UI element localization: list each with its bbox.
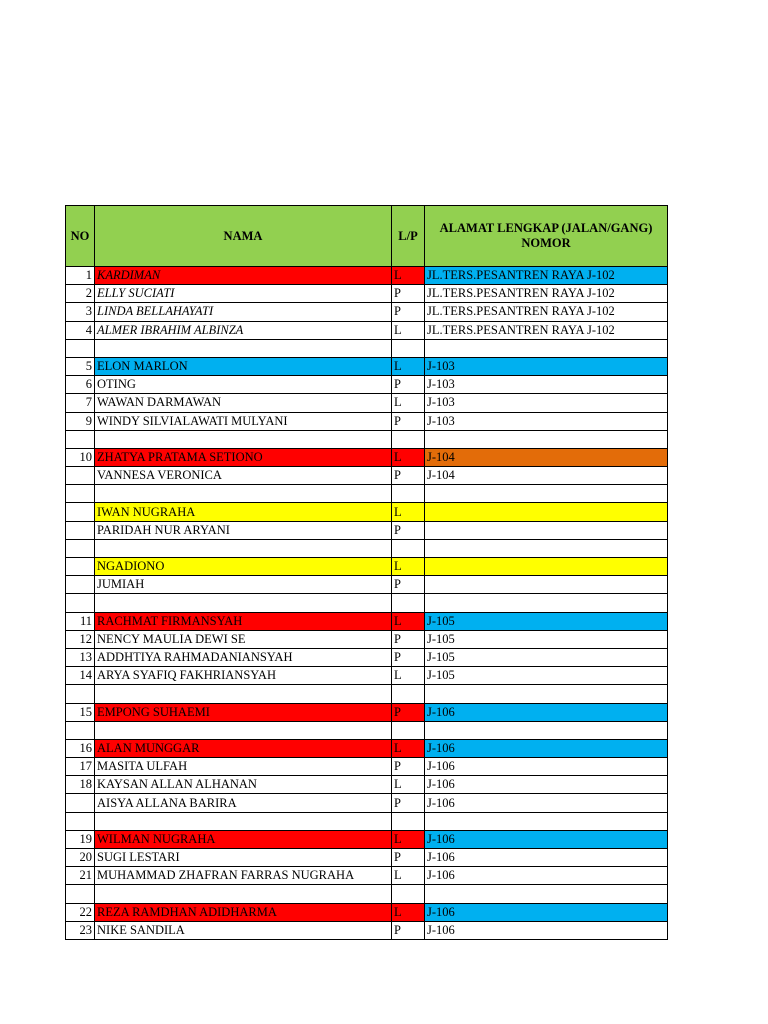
header-no[interactable]: NO [66, 206, 95, 267]
cell-nama[interactable] [95, 339, 392, 357]
cell-no[interactable]: 23 [66, 921, 95, 939]
cell-no[interactable] [66, 812, 95, 830]
table-row [66, 830, 668, 848]
cell-alamat[interactable] [425, 539, 668, 557]
cell-alamat[interactable]: J-103 [425, 357, 668, 375]
cell-lp[interactable]: P [392, 376, 425, 394]
cell-nama[interactable]: AISYA ALLANA BARIRA [95, 794, 392, 812]
cell-lp[interactable] [392, 430, 425, 448]
cell-alamat[interactable] [425, 485, 668, 503]
cell-no[interactable] [66, 576, 95, 594]
cell-no[interactable]: 5 [66, 357, 95, 375]
cell-alamat[interactable] [425, 812, 668, 830]
cell-no[interactable]: 12 [66, 630, 95, 648]
cell-lp[interactable]: P [392, 303, 425, 321]
cell-alamat[interactable] [425, 721, 668, 739]
cell-nama[interactable]: ZHATYA PRATAMA SETIONO [95, 448, 392, 466]
cell-nama[interactable]: IWAN NUGRAHA [95, 503, 392, 521]
cell-lp[interactable]: P [392, 921, 425, 939]
cell-alamat[interactable] [425, 594, 668, 612]
cell-alamat[interactable] [425, 885, 668, 903]
cell-alamat[interactable]: J-105 [425, 612, 668, 630]
cell-alamat[interactable] [425, 685, 668, 703]
cell-lp[interactable]: L [392, 357, 425, 375]
cell-no[interactable]: 16 [66, 739, 95, 757]
cell-no[interactable] [66, 794, 95, 812]
cell-alamat[interactable] [425, 430, 668, 448]
cell-no[interactable] [66, 521, 95, 539]
cell-lp[interactable] [392, 685, 425, 703]
cell-no[interactable]: 14 [66, 667, 95, 685]
header-row [66, 206, 668, 267]
table-row [66, 648, 668, 666]
cell-nama[interactable]: ADDHTIYA RAHMADANIANSYAH [95, 648, 392, 666]
cell-nama[interactable]: PARIDAH NUR ARYANI [95, 521, 392, 539]
table-row [66, 921, 668, 939]
cell-alamat[interactable]: JL.TERS.PESANTREN RAYA J-102 [425, 267, 668, 285]
cell-alamat[interactable] [425, 521, 668, 539]
table-body [66, 267, 668, 940]
cell-lp[interactable]: L [392, 612, 425, 630]
cell-alamat[interactable]: J-106 [425, 830, 668, 848]
table-row [66, 849, 668, 867]
cell-alamat[interactable]: J-106 [425, 867, 668, 885]
cell-nama[interactable]: OTING [95, 376, 392, 394]
table-row [66, 321, 668, 339]
cell-no[interactable] [66, 685, 95, 703]
cell-nama[interactable]: NGADIONO [95, 558, 392, 576]
cell-no[interactable]: 19 [66, 830, 95, 848]
cell-alamat[interactable]: J-103 [425, 376, 668, 394]
cell-lp[interactable]: L [392, 503, 425, 521]
cell-lp[interactable]: P [392, 467, 425, 485]
blank-row [66, 685, 668, 703]
cell-nama[interactable]: VANNESA VERONICA [95, 467, 392, 485]
cell-nama[interactable]: RACHMAT FIRMANSYAH [95, 612, 392, 630]
blank-row [66, 339, 668, 357]
cell-nama[interactable]: REZA RAMDHAN ADIDHARMA [95, 903, 392, 921]
cell-no[interactable] [66, 503, 95, 521]
cell-lp[interactable] [392, 339, 425, 357]
cell-alamat[interactable]: JL.TERS.PESANTREN RAYA J-102 [425, 321, 668, 339]
cell-nama[interactable]: EMPONG SUHAEMI [95, 703, 392, 721]
cell-lp[interactable]: P [392, 849, 425, 867]
cell-lp[interactable] [392, 812, 425, 830]
cell-alamat[interactable]: J-106 [425, 776, 668, 794]
cell-lp[interactable]: P [392, 630, 425, 648]
cell-nama[interactable]: NENCY MAULIA DEWI SE [95, 630, 392, 648]
cell-nama[interactable]: WILMAN NUGRAHA [95, 830, 392, 848]
cell-lp[interactable]: L [392, 321, 425, 339]
cell-nama[interactable]: MASITA ULFAH [95, 758, 392, 776]
table-row [66, 521, 668, 539]
cell-lp[interactable]: L [392, 739, 425, 757]
cell-nama[interactable]: ELON MARLON [95, 357, 392, 375]
table-row [66, 903, 668, 921]
cell-alamat[interactable]: J-105 [425, 667, 668, 685]
table-row [66, 558, 668, 576]
cell-nama[interactable] [95, 485, 392, 503]
cell-nama[interactable]: NIKE SANDILA [95, 921, 392, 939]
cell-nama[interactable]: KARDIMAN [95, 267, 392, 285]
cell-no[interactable]: 18 [66, 776, 95, 794]
table-row [66, 794, 668, 812]
cell-lp[interactable]: L [392, 448, 425, 466]
cell-nama[interactable]: LINDA BELLAHAYATI [95, 303, 392, 321]
cell-no[interactable] [66, 558, 95, 576]
cell-no[interactable]: 1 [66, 267, 95, 285]
cell-lp[interactable]: P [392, 758, 425, 776]
table-row [66, 503, 668, 521]
cell-alamat[interactable]: J-106 [425, 903, 668, 921]
cell-lp[interactable] [392, 594, 425, 612]
cell-nama[interactable]: KAYSAN ALLAN ALHANAN [95, 776, 392, 794]
cell-nama[interactable] [95, 430, 392, 448]
cell-alamat[interactable]: J-106 [425, 849, 668, 867]
table-row [66, 612, 668, 630]
blank-row [66, 485, 668, 503]
cell-lp[interactable]: P [392, 285, 425, 303]
cell-no[interactable]: 21 [66, 867, 95, 885]
cell-nama[interactable] [95, 885, 392, 903]
cell-lp[interactable]: L [392, 394, 425, 412]
blank-row [66, 539, 668, 557]
cell-lp[interactable] [392, 721, 425, 739]
cell-alamat[interactable]: J-105 [425, 648, 668, 666]
cell-no[interactable] [66, 885, 95, 903]
cell-nama[interactable] [95, 539, 392, 557]
cell-lp[interactable]: L [392, 903, 425, 921]
table-row [66, 776, 668, 794]
cell-no[interactable]: 15 [66, 703, 95, 721]
cell-nama[interactable]: SUGI LESTARI [95, 849, 392, 867]
cell-lp[interactable]: P [392, 521, 425, 539]
table-row [66, 467, 668, 485]
cell-alamat[interactable] [425, 558, 668, 576]
cell-alamat[interactable]: JL.TERS.PESANTREN RAYA J-102 [425, 303, 668, 321]
table-row [66, 758, 668, 776]
cell-alamat[interactable]: J-104 [425, 448, 668, 466]
cell-alamat[interactable]: J-103 [425, 394, 668, 412]
cell-lp[interactable]: L [392, 867, 425, 885]
cell-nama[interactable]: WINDY SILVIALAWATI MULYANI [95, 412, 392, 430]
cell-no[interactable] [66, 430, 95, 448]
cell-no[interactable] [66, 539, 95, 557]
cell-nama[interactable] [95, 594, 392, 612]
cell-no[interactable]: 11 [66, 612, 95, 630]
cell-alamat[interactable]: J-106 [425, 758, 668, 776]
cell-lp[interactable]: L [392, 776, 425, 794]
cell-no[interactable]: 17 [66, 758, 95, 776]
resident-table [65, 205, 668, 940]
cell-no[interactable]: 13 [66, 648, 95, 666]
cell-alamat[interactable]: J-106 [425, 921, 668, 939]
cell-lp[interactable]: P [392, 576, 425, 594]
cell-lp[interactable]: L [392, 558, 425, 576]
table-row [66, 412, 668, 430]
table-row [66, 703, 668, 721]
cell-nama[interactable] [95, 812, 392, 830]
cell-alamat[interactable]: J-104 [425, 467, 668, 485]
cell-no[interactable]: 4 [66, 321, 95, 339]
cell-no[interactable]: 7 [66, 394, 95, 412]
cell-no[interactable] [66, 339, 95, 357]
cell-no[interactable] [66, 721, 95, 739]
cell-lp[interactable]: P [392, 412, 425, 430]
table-row [66, 285, 668, 303]
blank-row [66, 430, 668, 448]
cell-lp[interactable]: L [392, 830, 425, 848]
header-nama[interactable]: NAMA [95, 206, 392, 267]
table-row [66, 867, 668, 885]
table-row [66, 303, 668, 321]
table-row [66, 739, 668, 757]
cell-nama[interactable]: JUMIAH [95, 576, 392, 594]
cell-no[interactable]: 10 [66, 448, 95, 466]
cell-nama[interactable] [95, 685, 392, 703]
cell-alamat[interactable] [425, 339, 668, 357]
cell-alamat[interactable]: J-103 [425, 412, 668, 430]
header-lp[interactable]: L/P [392, 206, 425, 267]
cell-alamat[interactable]: J-106 [425, 794, 668, 812]
cell-no[interactable]: 9 [66, 412, 95, 430]
cell-lp[interactable]: L [392, 267, 425, 285]
cell-alamat[interactable]: JL.TERS.PESANTREN RAYA J-102 [425, 285, 668, 303]
cell-lp[interactable] [392, 885, 425, 903]
cell-lp[interactable] [392, 539, 425, 557]
cell-nama[interactable]: ARYA SYAFIQ FAKHRIANSYAH [95, 667, 392, 685]
cell-nama[interactable]: WAWAN DARMAWAN [95, 394, 392, 412]
cell-lp[interactable]: P [392, 703, 425, 721]
cell-no[interactable]: 20 [66, 849, 95, 867]
table-row [66, 448, 668, 466]
cell-alamat[interactable] [425, 503, 668, 521]
cell-nama[interactable]: ALMER IBRAHIM ALBINZA [95, 321, 392, 339]
cell-alamat[interactable]: J-106 [425, 703, 668, 721]
cell-lp[interactable]: P [392, 648, 425, 666]
cell-no[interactable]: 22 [66, 903, 95, 921]
header-alamat[interactable]: ALAMAT LENGKAP (JALAN/GANG) NOMOR [425, 206, 668, 267]
cell-alamat[interactable]: J-106 [425, 739, 668, 757]
cell-nama[interactable]: ALAN MUNGGAR [95, 739, 392, 757]
table-row [66, 667, 668, 685]
blank-row [66, 812, 668, 830]
table-row [66, 394, 668, 412]
cell-nama[interactable]: ELLY SUCIATI [95, 285, 392, 303]
cell-no[interactable]: 2 [66, 285, 95, 303]
table-row [66, 630, 668, 648]
cell-lp[interactable] [392, 485, 425, 503]
table-row [66, 576, 668, 594]
blank-row [66, 594, 668, 612]
cell-nama[interactable]: MUHAMMAD ZHAFRAN FARRAS NUGRAHA [95, 867, 392, 885]
cell-lp[interactable]: L [392, 667, 425, 685]
cell-no[interactable] [66, 485, 95, 503]
cell-alamat[interactable]: J-105 [425, 630, 668, 648]
table-row [66, 376, 668, 394]
cell-no[interactable]: 6 [66, 376, 95, 394]
blank-row [66, 721, 668, 739]
cell-lp[interactable]: P [392, 794, 425, 812]
cell-nama[interactable] [95, 721, 392, 739]
cell-alamat[interactable] [425, 576, 668, 594]
cell-no[interactable] [66, 594, 95, 612]
cell-no[interactable] [66, 467, 95, 485]
cell-no[interactable]: 3 [66, 303, 95, 321]
table-row [66, 357, 668, 375]
table-row [66, 267, 668, 285]
blank-row [66, 885, 668, 903]
